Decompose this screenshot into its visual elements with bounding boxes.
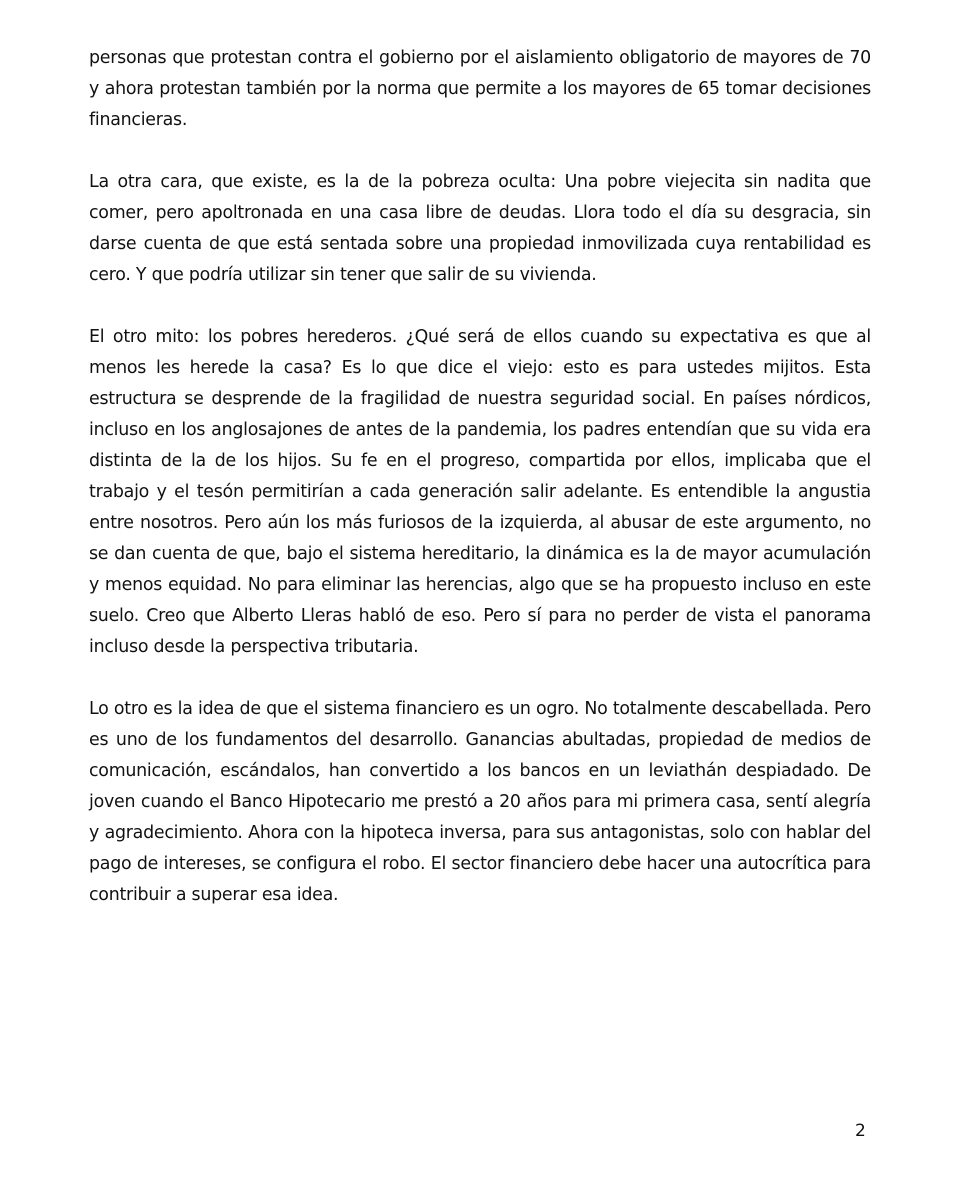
page-number: 2 <box>855 1121 866 1141</box>
paragraph-1: personas que protestan contra el gobierno por el aislamiento obligatorio de mayores de 70 y ahora protestan también por la norma que permite a los mayores de 65 tomar decisiones financieras. <box>89 48 871 130</box>
paragraph-4: Lo otro es la idea de que el sistema financiero es un ogro. No totalmente descabellada. Pero es uno de los fundamentos del desarrollo. Ganancias abultadas, propiedad de medios de comunicación, escándalos, han convertido a los bancos en un leviathán despiadado. De joven cuando el Banco Hipotecario me prestó a 20 años para mi primera casa, sentí alegría y agradecimiento. Ahora con la hipoteca inversa, para sus antagonistas, solo con hablar del pago de intereses, se configura el robo. El sector financiero debe hacer una autocrítica para contribuir a superar esa idea. <box>89 699 871 905</box>
paragraph-2: La otra cara, que existe, es la de la pobreza oculta: Una pobre viejecita sin nadita que comer, pero apoltronada en una casa libre de deudas. Llora todo el día su desgracia, sin darse cuenta de que está sentada sobre una propiedad inmovilizada cuya rentabilidad es cero. Y que podría utilizar sin tener que salir de su vivienda. <box>89 172 871 285</box>
paragraph-3: El otro mito: los pobres herederos. ¿Qué será de ellos cuando su expectativa es que al menos les herede la casa? Es lo que dice el viejo: esto es para ustedes mijitos. Esta estructura se desprende de la fragilidad de nuestra seguridad social. En países nórdicos, incluso en los anglosajones de antes de la pandemia, los padres entendían que su vida era distinta de la de los hijos. Su fe en el progreso, compartida por ellos, implicaba que el trabajo y el tesón permitirían a cada generación salir adelante. Es entendible la angustia entre nosotros. Pero aún los más furiosos de la izquierda, al abusar de este argumento, no se dan cuenta de que, bajo el sistema hereditario, la dinámica es la de mayor acumulación y menos equidad. No para eliminar las herencias, algo que se ha propuesto incluso en este suelo. Creo que Alberto Lleras habló de eso. Pero sí para no perder de vista el panorama incluso desde la perspectiva tributaria. <box>89 327 871 657</box>
document-page <box>89 43 871 942</box>
